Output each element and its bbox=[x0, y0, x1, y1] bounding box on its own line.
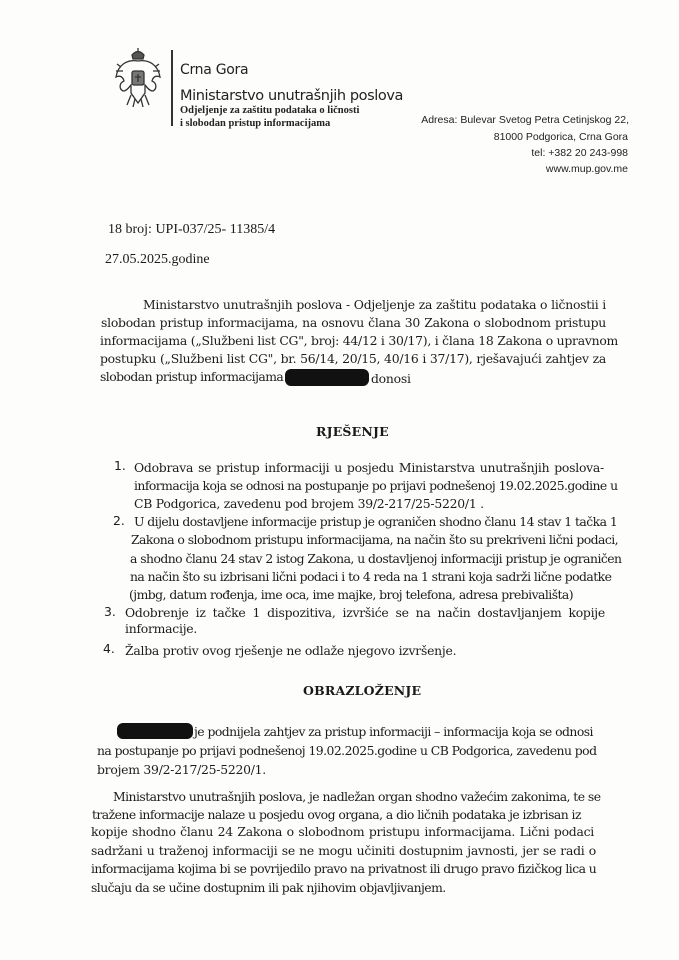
intro-line-5: slobodan pristup informacijama bbox=[100, 369, 284, 384]
item-1-line-3: CB Podgorica, zavedenu pod brojem 39/2-217/25-5220/1 . bbox=[134, 496, 484, 511]
reasoning-p2-line-2: tražene informacije nalaze u posjedu ovog organa, a dio ličnih podataka je izbrisan iz bbox=[92, 807, 581, 822]
intro-line-3: informacijama („Službeni list CG", broj: 44/12 i 30/17), i člana 18 Zakona o upravnom bbox=[100, 333, 619, 348]
decision-heading: RJEŠENJE bbox=[316, 424, 389, 439]
redacted-applicant-name bbox=[117, 723, 193, 739]
item-3-marker: 3. bbox=[104, 604, 116, 619]
item-2-line-3: a shodno članu 24 stav 2 istog Zakona, u dostavljenoj informaciji pristup je ograničen bbox=[130, 551, 622, 566]
intro-line-1: Ministarstvo unutrašnjih poslova - Odjeljenje za zaštitu podataka o ličnostii i bbox=[143, 297, 606, 312]
item-2-line-2: Zakona o slobodnom pristupu informacijama, na način što su prekriveni lični podaci, bbox=[131, 532, 619, 547]
item-2-line-1: U dijelu dostavljene informacije pristup je ograničen shodno članu 14 stav 1 tačka 1 bbox=[134, 514, 618, 529]
item-2-marker: 2. bbox=[113, 513, 125, 528]
reference-number: 18 broj: UPI-037/25- 11385/4 bbox=[108, 222, 276, 237]
item-4-line-1: Žalba protiv ovog rješenje ne odlaže njegovo izvršenje. bbox=[125, 643, 457, 658]
item-2-line-5: (jmbg, datum rođenja, ime oca, ime majke, broj telefona, adresa prebivališta) bbox=[129, 587, 574, 602]
address-website: www.mup.gov.me bbox=[545, 163, 628, 175]
item-1-line-1: Odobrava se pristup informaciji u posjedu Ministarstva unutrašnjih poslova- bbox=[134, 460, 604, 475]
reasoning-p1-line-1: je podnijela zahtjev za pristup informaciji – informacija koja se odnosi bbox=[194, 724, 593, 739]
reasoning-p2-line-1: Ministarstvo unutrašnjih poslova, je nadležan organ shodno važećim zakonima, te se bbox=[113, 789, 601, 804]
item-4-marker: 4. bbox=[103, 641, 115, 656]
reasoning-heading: OBRAZLOŽENJE bbox=[303, 683, 422, 698]
item-1-line-2: informacija koja se odnosi na postupanje po prijavi podnešenoj 19.02.2025.godine u bbox=[134, 478, 618, 493]
coat-of-arms-icon bbox=[113, 47, 163, 109]
reasoning-p2-line-3: kopije shodno članu 24 Zakona o slobodnom pristupu informacijama. Lični podaci bbox=[91, 824, 594, 839]
reference-date: 27.05.2025.godine bbox=[105, 252, 210, 267]
intro-line-2: slobodan pristup informacijama, na osnovu člana 30 Zakona o slobodnom pristupu bbox=[101, 315, 606, 330]
reasoning-p2-line-6: slučaju da se učine dostupnim ili pak njihovim objavljivanjem. bbox=[91, 880, 446, 895]
reasoning-p2-line-4: sadržani u traženoj informaciji se ne mogu učiniti dostupnim javnosti, jer se radi o bbox=[91, 843, 596, 858]
country-name: Crna Gora bbox=[180, 62, 249, 78]
address-city: 81000 Podgorica, Crna Gora bbox=[493, 131, 628, 143]
item-1-marker: 1. bbox=[114, 458, 126, 473]
item-3-line-1: Odobrenje iz tačke 1 dispozitiva, izvršiće se na način dostavljanjem kopije bbox=[125, 605, 605, 620]
reasoning-p1-line-3: brojem 39/2-217/25-5220/1. bbox=[97, 762, 266, 777]
item-3-line-2: informacije. bbox=[125, 621, 198, 636]
reasoning-p1-line-2: na postupanje po prijavi podnešenoj 19.02.2025.godine u CB Podgorica, zavedenu pod bbox=[97, 743, 597, 758]
department-name-line1: Odjeljenje za zaštitu podataka o ličnosti bbox=[180, 105, 360, 116]
address-street: Adresa: Bulevar Svetog Petra Cetinjskog 22, bbox=[421, 114, 629, 126]
reasoning-p2-line-5: informacijama kojima bi se povrijedilo pravo na privatnost ili drugo pravo fizičkog lica u bbox=[91, 861, 597, 876]
intro-line-5-end: donosi bbox=[371, 371, 411, 386]
redacted-name bbox=[285, 369, 369, 386]
department-name-line2: i slobodan pristup informacijama bbox=[180, 118, 331, 129]
address-phone: tel: +382 20 243-998 bbox=[531, 147, 628, 159]
item-2-line-4: na način što su izbrisani lični podaci i to 4 reda na 1 strani koja sadrži lične podatke bbox=[130, 569, 612, 584]
header-divider bbox=[171, 50, 173, 126]
intro-line-4: postupku („Službeni list CG", br. 56/14, 20/15, 40/16 i 37/17), rješavajući zahtjev za bbox=[100, 351, 606, 366]
ministry-name: Ministarstvo unutrašnjih poslova bbox=[180, 88, 404, 104]
